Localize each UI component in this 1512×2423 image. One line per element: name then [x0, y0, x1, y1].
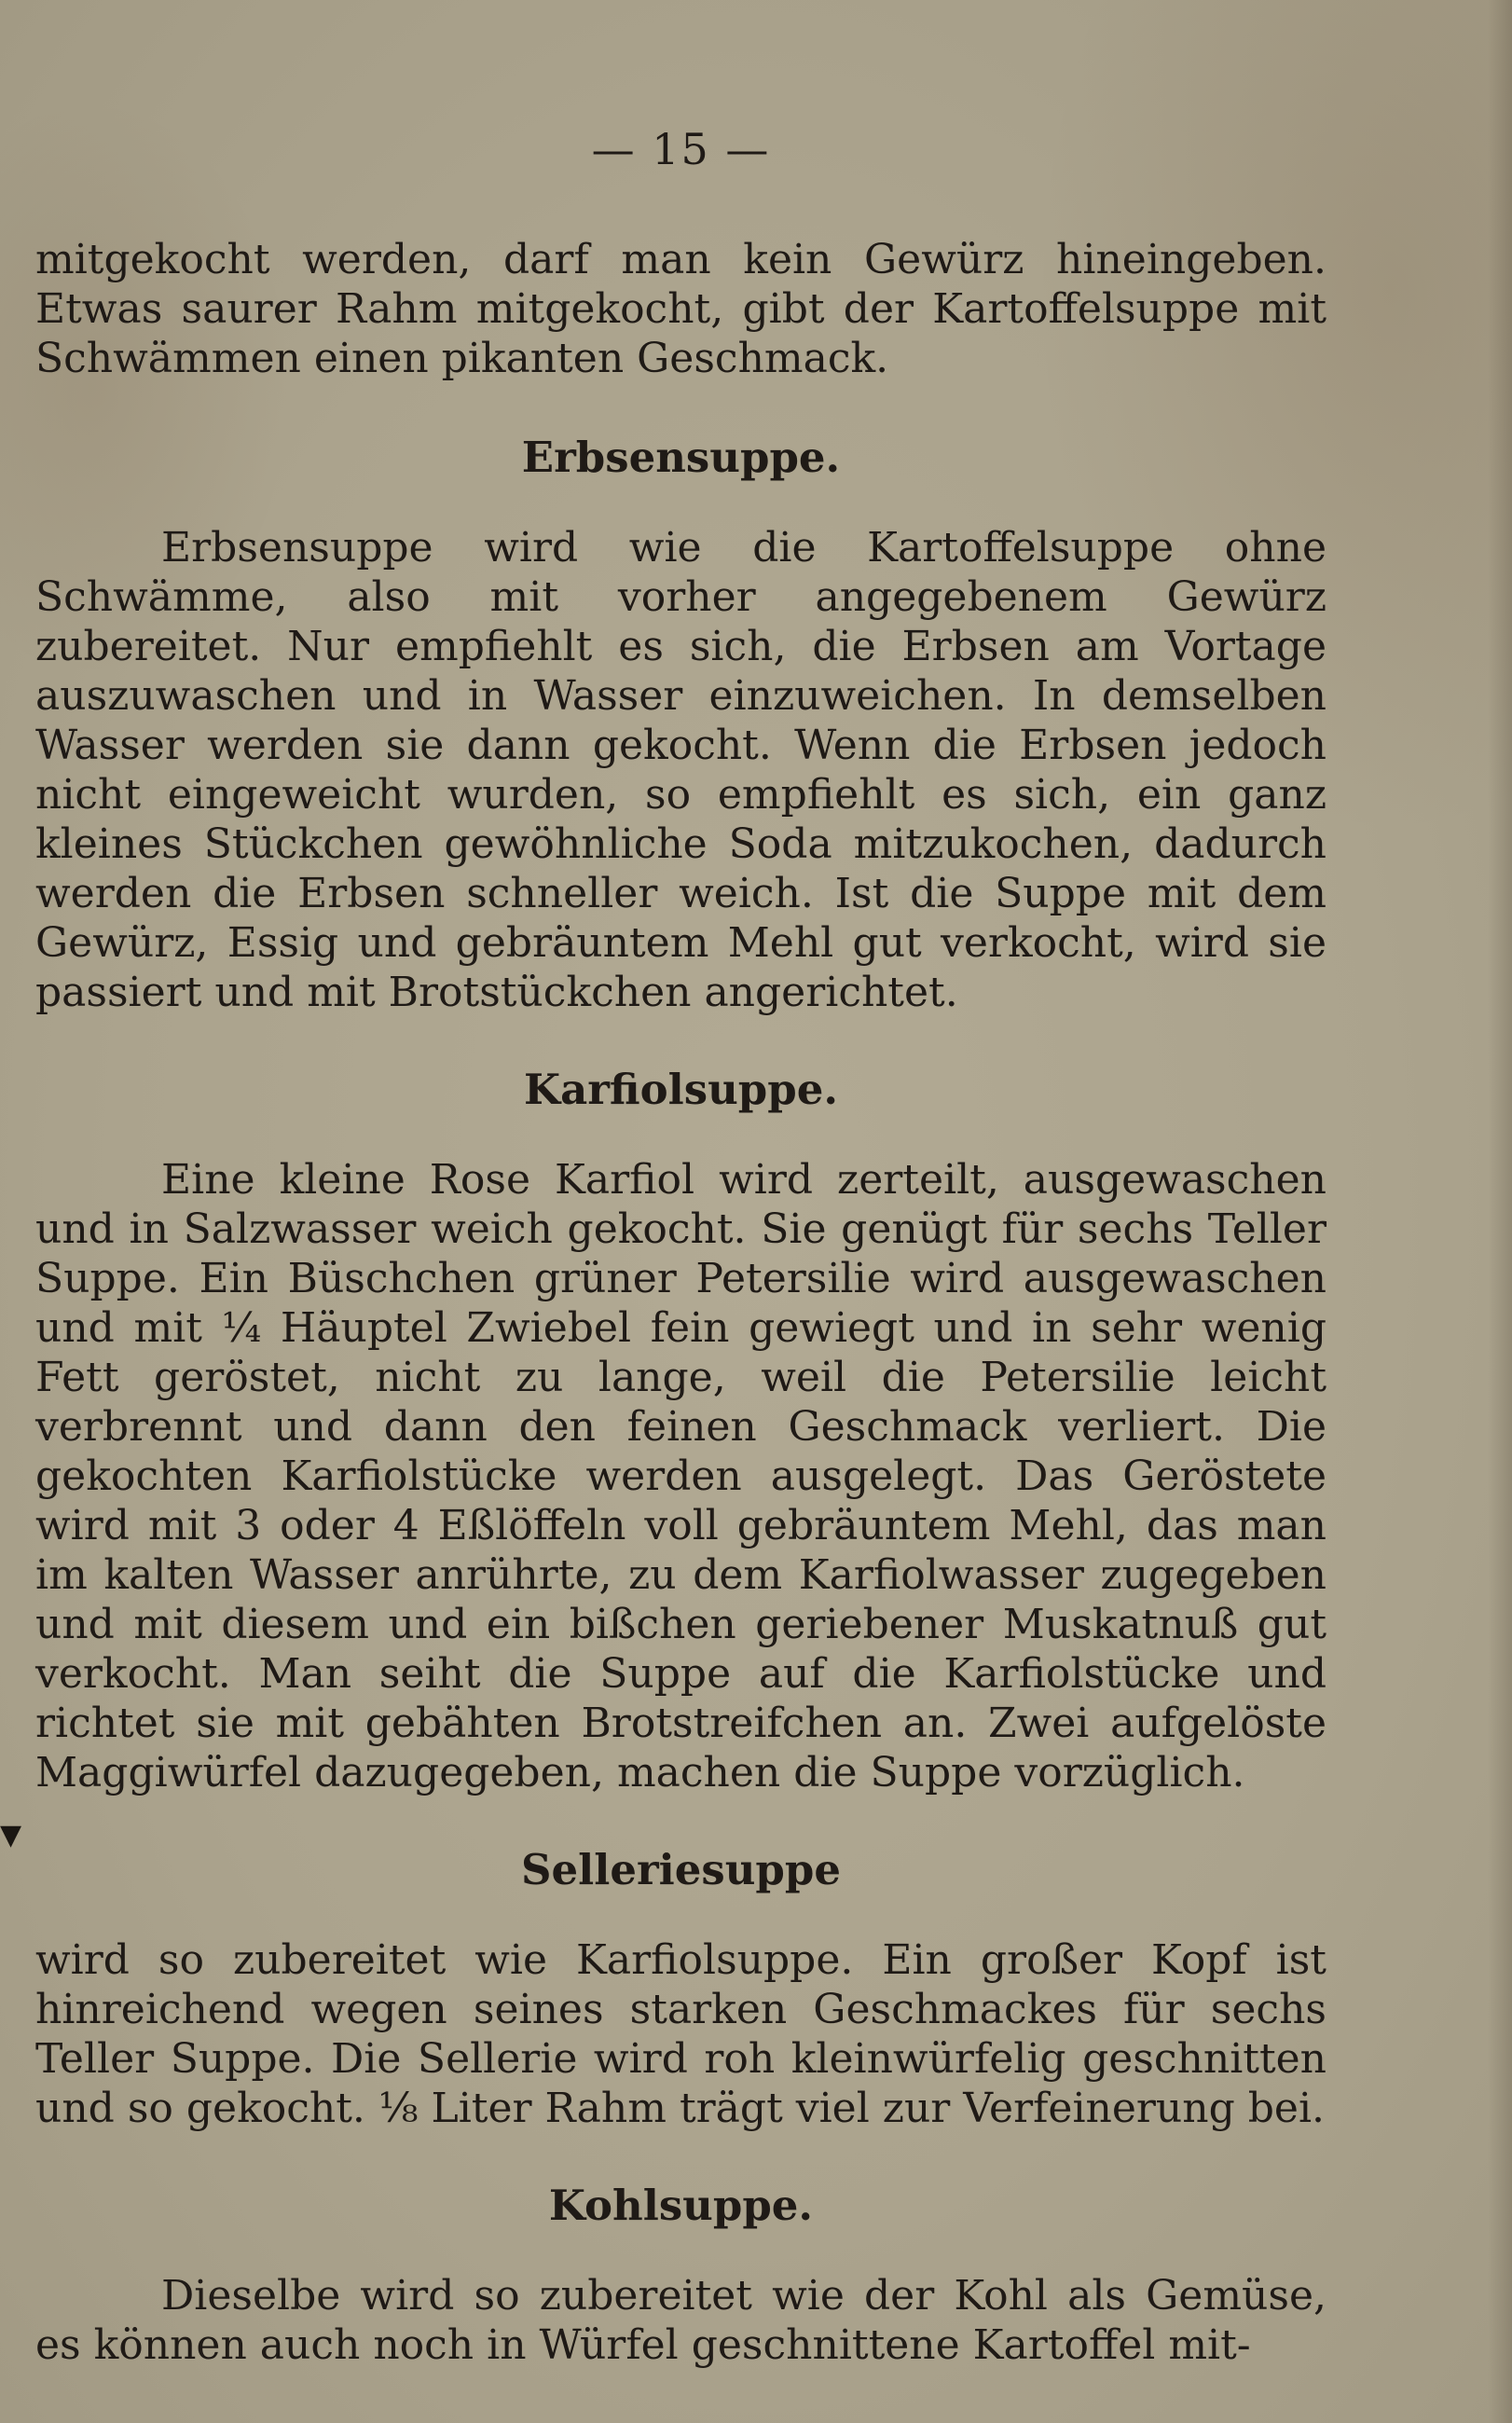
- page-number: — 15 —: [591, 124, 771, 174]
- intro-paragraph: mitgekocht werden, darf man kein Gewürz hineingeben. Etwas saurer Rahm mitgekocht, gibt der Kartoffelsuppe mit Schwämmen einen pikanten Geschmack.: [35, 236, 1326, 382]
- paragraph-erbsensuppe: Erbsensuppe wird wie die Kartoffelsuppe ohne Schwämme, also mit vorher angegebenem Gewürz zubereitet. Nur empfiehlt es sich, die Erbsen am Vortage auszuwaschen und in Wasser einzuweichen. In demselben Wasser werden sie dann gekocht. Wenn die Erbsen jedoch nicht eingeweicht wurden, so empfiehlt es sich, ein ganz kleines Stückchen gewöhnliche Soda mitzukochen, dadurch werden die Erbsen schneller weich. Ist die Suppe mit dem Gewürz, Essig und gebräuntem Mehl gut verkocht, wird sie passiert und mit Brotstückchen angerichtet.: [35, 524, 1326, 1016]
- heading-selleriesuppe: Selleriesuppe: [521, 1845, 841, 1894]
- page-edge-shadow: [1488, 0, 1512, 2423]
- heading-kohlsuppe: Kohlsuppe.: [548, 2181, 814, 2230]
- paragraph-kohlsuppe: Dieselbe wird so zubereitet wie der Kohl als Gemüse, es können auch noch in Würfel geschnittene Kartoffel mit-: [35, 2272, 1326, 2369]
- heading-karfiolsuppe: Karfiolsuppe.: [523, 1065, 839, 1114]
- page-content: [35, 121, 1326, 2370]
- margin-ink-mark-icon: ▼: [0, 1819, 22, 1852]
- paragraph-karfiolsuppe: Eine kleine Rose Karfiol wird zerteilt, ausgewaschen und in Salzwasser weich gekocht. Sie genügt für sechs Teller Suppe. Ein Büschchen grüner Petersilie wird ausgewaschen und mit ¼ Häuptel Zwiebel fein gewiegt und in sehr wenig Fett geröstet, nicht zu lange, weil die Petersilie leicht verbrennt und dann den feinen Geschmack verliert. Die gekochten Karfiolstücke werden ausgelegt. Das Geröstete wird mit 3 oder 4 Eßlöffeln voll gebräuntem Mehl, das man im kalten Wasser anrührte, zu dem Karfiolwasser zugegeben und mit diesem und ein bißchen geriebener Muskatnuß gut verkocht. Man seiht die Suppe auf die Karfiolstücke und richtet sie mit gebähten Brotstreifchen an. Zwei aufgelöste Maggiwürfel dazugegeben, machen die Suppe vorzüglich.: [35, 1156, 1326, 1797]
- heading-erbsensuppe: Erbsensuppe.: [521, 433, 841, 482]
- paragraph-selleriesuppe: wird so zubereitet wie Karfiolsuppe. Ein großer Kopf ist hinreichend wegen seines starken Geschmackes für sechs Teller Suppe. Die Sellerie wird roh kleinwürfelig geschnitten und so gekocht. ⅛ Liter Rahm trägt viel zur Verfeinerung bei.: [35, 1936, 1326, 2132]
